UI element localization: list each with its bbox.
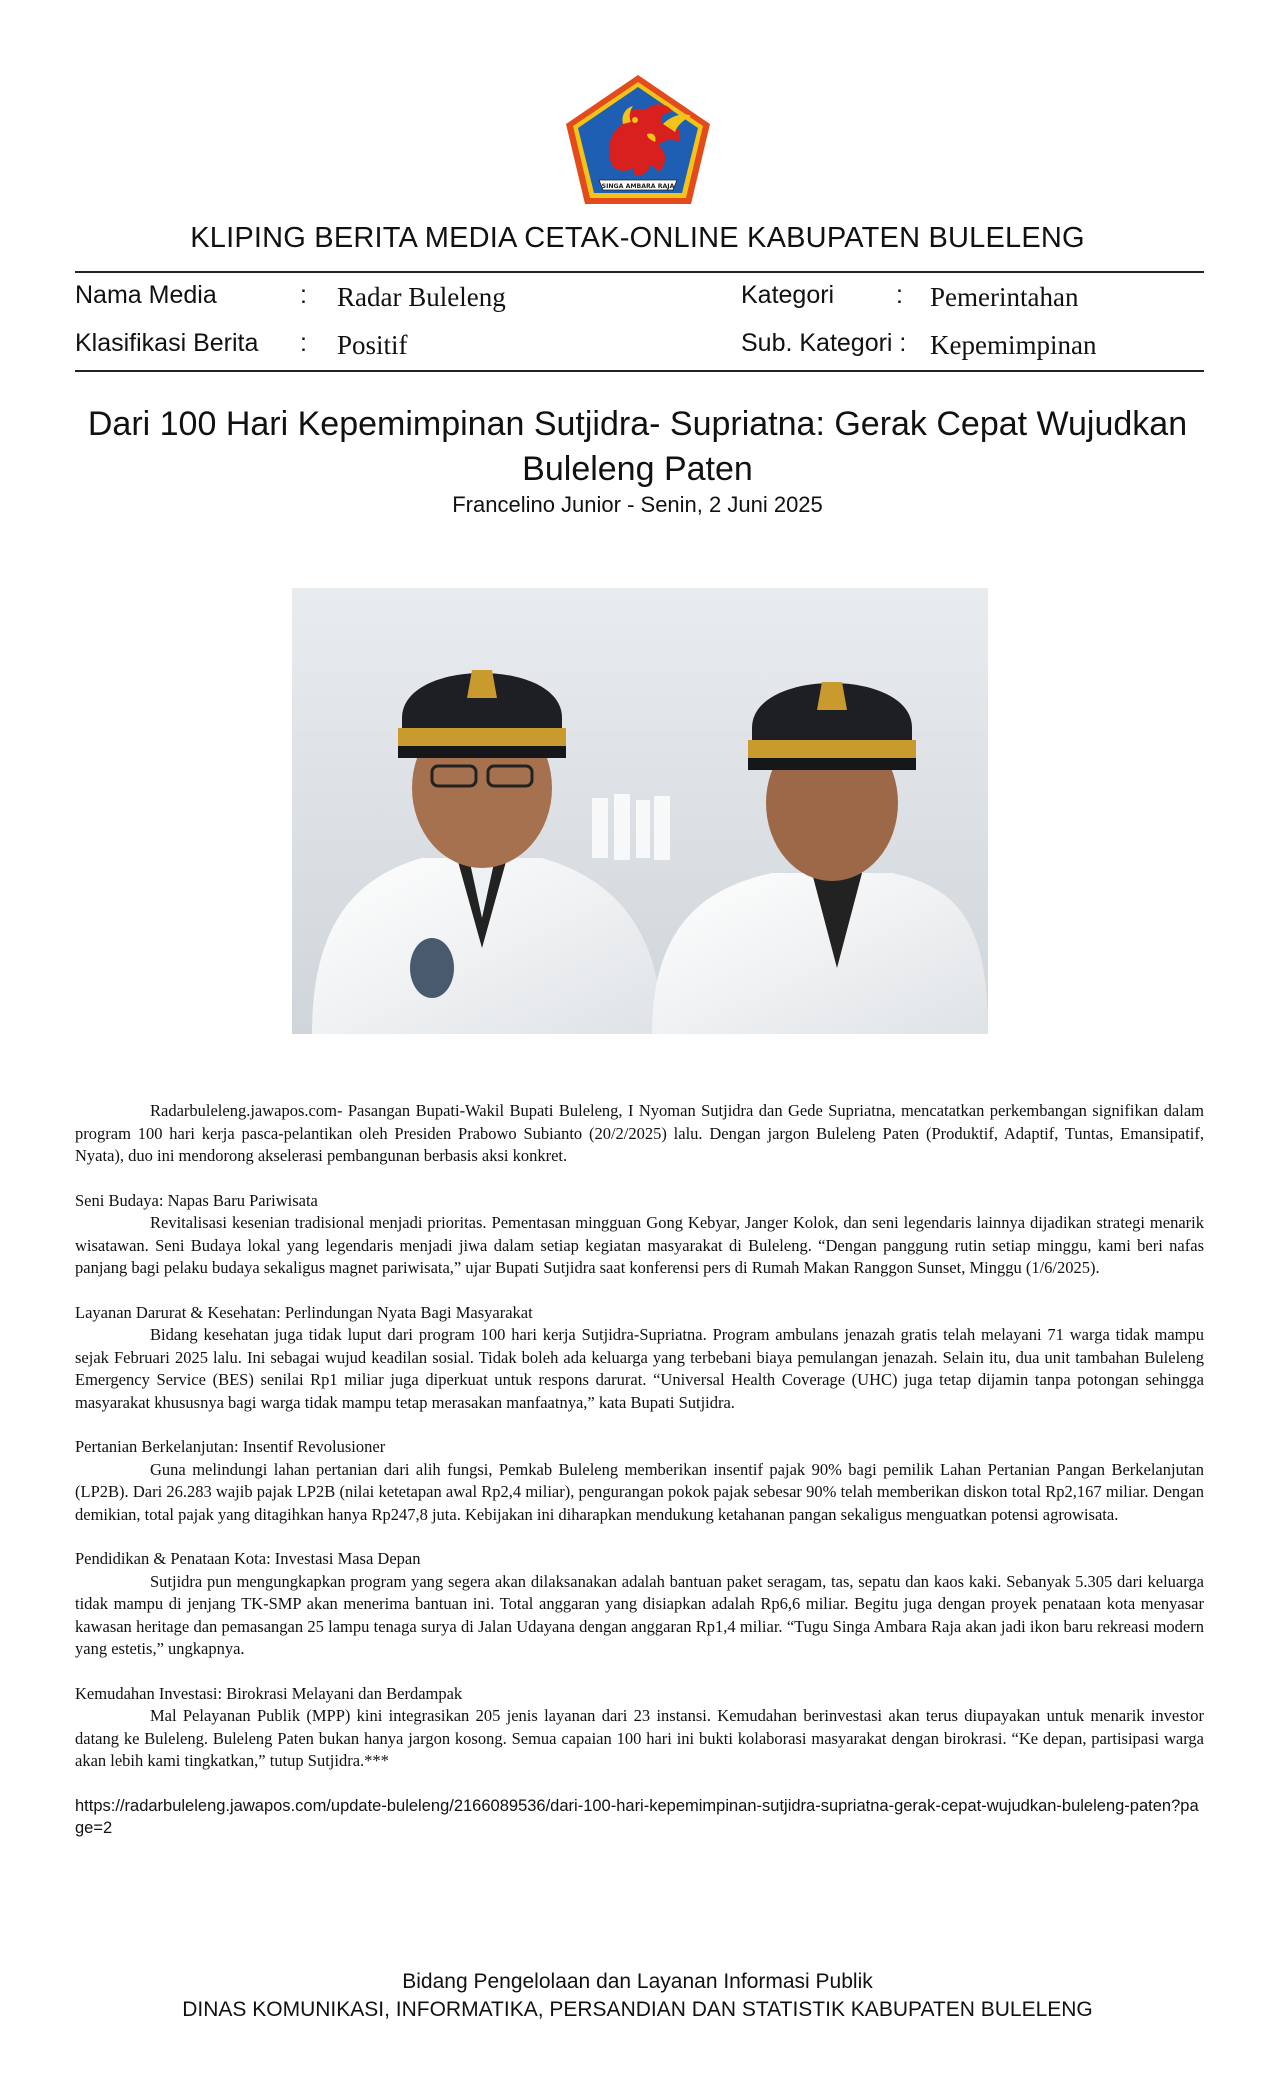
kategori-value: Pemerintahan <box>930 282 1079 312</box>
section-text-investasi: Mal Pelayanan Publik (MPP) kini integrasikan 205 jenis layanan dari 23 instansi. Kemudahan berinvestasi akan terus diupayakan untuk menarik investor datang ke Buleleng. Buleleng Paten bukan hanya jargon kosong. Semua capaian 100 hari ini bukti kolaborasi masyarakat dengan birokrasi. “Ke depan, partisipasi warga akan lebih kami tingkatkan,” tutup Sutjidra.*** <box>75 1706 1204 1770</box>
clipping-header-title: KLIPING BERITA MEDIA CETAK-ONLINE KABUPATEN BULELENG <box>190 222 1085 254</box>
section-text-layanan-darurat: Bidang kesehatan juga tidak luput dari program 100 hari kerja Sutjidra-Supriatna. Program ambulans jenazah gratis telah melayani 71 warga tidak mampu sejak Februari 2025 lalu. Ini sebagai wujud keadilan sosial. Tidak boleh ada keluarga yang terbebani biaya pemulangan jenazah. Selain itu, dua unit tambahan Buleleng Emergency Service (BES) senilai Rp1 miliar juga diperkuat untuk respons darurat. “Universal Health Coverage (UHC) juga tetap dijamin tanpa potongan sehingga masyarakat khususnya bagi warga tidak mampu tetap merasakan manfaatnya,” kata Bupati Sutjidra. <box>75 1325 1204 1412</box>
klasifikasi-value: Positif <box>337 330 408 360</box>
subkategori-label: Sub. Kategori : <box>741 329 907 357</box>
section-text-pendidikan: Sutjidra pun mengungkapkan program yang segera akan dilaksanakan adalah bantuan paket seragam, tas, sepatu dan kaos kaki. Sebanyak 5.305 dari keluarga tidak mampu di jenjang TK-SMP akan menerima bantuan ini. Total anggaran yang disiapkan adalah Rp6,6 miliar. Begitu juga dengan proyek penataan kota menyasar kawasan heritage dan pemasangan 25 lampu tenaga surya di Jalan Udayana dengan anggaran Rp1,4 miliar. “Tugu Singa Ambara Raja akan jadi ikon baru rekreasi modern yang estetis,” ungkapnya. <box>75 1571 1204 1658</box>
article-byline: Francelino Junior - Senin, 2 Juni 2025 <box>452 492 823 517</box>
singa-ambara-raja-emblem-icon <box>563 72 713 207</box>
article-title-line-2: Buleleng Paten <box>522 450 753 488</box>
article-body <box>75 1100 1204 1840</box>
nama-media-label: Nama Media <box>75 281 217 309</box>
emblem-motto: SINGA AMBARA RAJA <box>601 183 675 190</box>
section-heading-seni-budaya: Seni Budaya: Napas Baru Pariwisata <box>75 1190 318 1210</box>
article-title-line-1: Dari 100 Hari Kepemimpinan Sutjidra- Supriatna: Gerak Cepat Wujudkan <box>87 405 1188 443</box>
header-divider-bottom <box>75 370 1204 372</box>
section-heading-pertanian: Pertanian Berkelanjutan: Insentif Revolusioner <box>75 1437 386 1456</box>
source-url-link[interactable]: https://radarbuleleng.jawapos.com/update-buleleng/2166089536/dari-100-hari-kepemimpinan-sutjidra-supriatna-gerak-cepat-wujudkan-buleleng-paten?page=2 <box>75 1796 1199 1837</box>
subkategori-value: Kepemimpinan <box>930 330 1097 360</box>
two-officials-photo-icon <box>292 588 988 1034</box>
footer-department: DINAS KOMUNIKASI, INFORMATIKA, PERSANDIAN DAN STATISTIK KABUPATEN BULELENG <box>182 1998 1093 2021</box>
section-heading-pendidikan: Pendidikan & Penataan Kota: Investasi Masa Depan <box>75 1549 421 1568</box>
article-title <box>60 402 1215 492</box>
header-divider-top <box>75 271 1204 273</box>
kategori-separator: : <box>896 281 903 309</box>
article-photo <box>292 588 988 1034</box>
regency-emblem-logo <box>563 72 713 207</box>
section-heading-investasi: Kemudahan Investasi: Birokrasi Melayani dan Berdampak <box>75 1683 463 1703</box>
footer-division: Bidang Pengelolaan dan Layanan Informasi Publik <box>402 1970 873 1993</box>
nama-media-value: Radar Buleleng <box>337 282 506 312</box>
section-heading-layanan-darurat: Layanan Darurat & Kesehatan: Perlindungan Nyata Bagi Masyarakat <box>75 1302 533 1322</box>
section-text-seni-budaya: Revitalisasi kesenian tradisional menjadi prioritas. Pementasan mingguan Gong Kebyar, Janger Kolok, dan seni legendaris lainnya dijadikan strategi menarik wisatawan. Seni Budaya lokal yang legendaris menjadi jiwa dalam setiap kegiatan masyarakat di Buleleng. “Dengan panggung rutin setiap minggu, kami beri nafas panjang bagi pelaku budaya sekaligus magnet pariwisata,” ujar Bupati Sutjidra saat konferensi pers di Rumah Makan Ranggon Sunset, Minggu (1/6/2025). <box>75 1213 1204 1277</box>
klasifikasi-separator: : <box>300 329 307 357</box>
kategori-label: Kategori <box>741 281 835 309</box>
nama-media-separator: : <box>300 281 307 309</box>
klasifikasi-label: Klasifikasi Berita <box>75 329 259 357</box>
section-text-pertanian: Guna melindungi lahan pertanian dari alih fungsi, Pemkab Buleleng memberikan insentif pajak 90% bagi pemilik Lahan Pertanian Pangan Berkelanjutan (LP2B). Dari 26.283 wajib pajak LP2B (nilai ketetapan awal Rp2,4 miliar), pengurangan pokok pajak sebesar 90% telah memberikan diskon total Rp2,167 miliar. Dengan demikian, total pajak yang ditagihkan hanya Rp247,8 juta. Kebijakan ini diharapkan mendukung ketahanan pangan sekaligus menguatkan potensi agrowisata. <box>75 1459 1204 1524</box>
article-intro: Radarbuleleng.jawapos.com- Pasangan Bupati-Wakil Bupati Buleleng, I Nyoman Sutjidra dan Gede Supriatna, mencatatkan perkembangan signifikan dalam program 100 hari kerja pasca-pelantikan oleh Presiden Prabowo Subianto (20/2/2025) lalu. Dengan jargon Buleleng Paten (Produktif, Adaptif, Tuntas, Emansipatif, Nyata), duo ini mendorong akselerasi pembangunan berbasis aksi konkret. <box>75 1101 1204 1165</box>
